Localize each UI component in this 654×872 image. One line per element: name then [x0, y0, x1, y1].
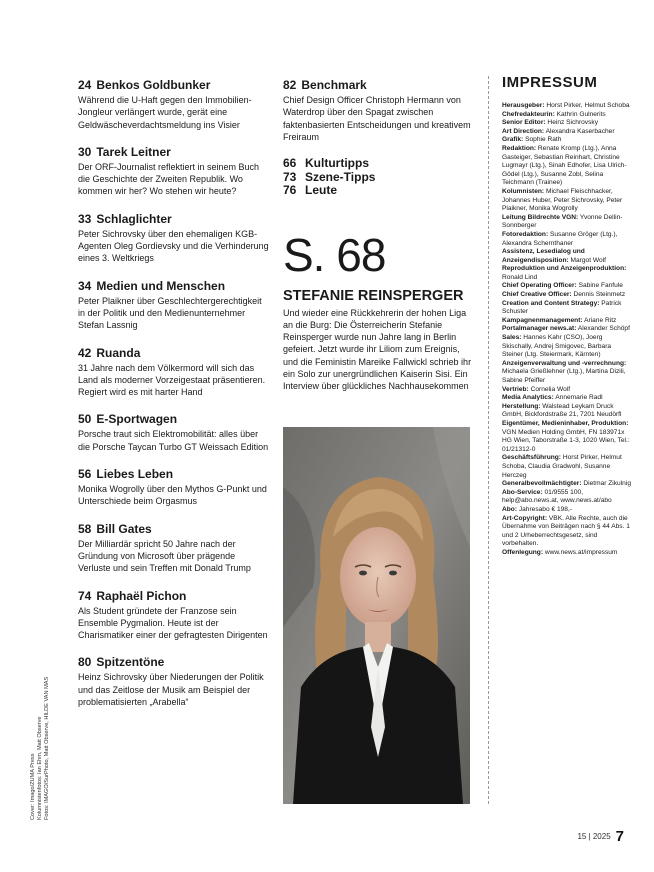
issue-number: 15 | 2025 [577, 832, 611, 841]
toc-title: Ruanda [96, 345, 141, 360]
toc-item[interactable] [78, 655, 270, 708]
toc-heading [78, 346, 270, 361]
toc-description: Peter Plaikner über Geschlechtergerechtigkeit in der Politik und den Medienunternehmer Stefan Lassnig [78, 295, 262, 331]
short-toc-list [283, 157, 473, 198]
impressum-value: Horst Pirker, Helmut Schoba, Claudia Gradwohl, Susanne Herczeg [502, 454, 622, 479]
impressum-value[interactable]: www.news.at/impressum [543, 548, 618, 556]
impressum-value: Sophie Rath [523, 136, 562, 144]
toc-heading [78, 467, 270, 482]
impressum-label: Senior Editor: [502, 119, 546, 127]
impressum-label: Geschäftsführung: [502, 454, 561, 462]
toc-title: Bill Gates [96, 521, 152, 536]
toc-item[interactable] [78, 346, 270, 399]
toc-title: E-Sportwagen [96, 412, 178, 427]
toc-heading [283, 78, 473, 93]
toc-item[interactable] [78, 279, 270, 332]
feature-title[interactable]: STEFANIE REINSPERGER [283, 287, 464, 304]
impressum-value: Hannes Kahr (CSO), Joerg Skischally, Andrej Smigovec, Barbara Steiner (Ltg. Steiermark, Kärnten) [502, 334, 612, 359]
impressum-label: Chief Creative Officer: [502, 291, 572, 299]
impressum-value: VBK. Alle Rechte, auch die Übernahme von Beiträgen nach § 44 Abs. 1 und 2 Urheberrechtsgesetz, sind vorbehalten. [502, 514, 630, 548]
toc-item[interactable] [78, 589, 270, 642]
impressum-value: Ariane Ritz [582, 316, 617, 324]
toc-title: Benkos Goldbunker [96, 78, 211, 92]
impressum-value: Renate Kromp (Ltg.), Anna Gasteiger, Sebastian Reinhart, Christine Lugmayr (Ltg.), Sinah Edhofer, Lisa Ulrich-Gödel (Ltg.), Susanne Zobl, Selina Teichmann (Trainee) [502, 144, 627, 187]
impressum-label: Vertrieb: [502, 385, 529, 393]
toc-title: Medien und Menschen [96, 278, 226, 293]
impressum-column [502, 74, 632, 557]
impressum-title: IMPRESSUM [502, 74, 598, 91]
toc-page-number: 58 [78, 521, 92, 536]
toc-description: Monika Wogrolly über den Mythos G-Punkt und Unterschiede beim Orgasmus [78, 484, 267, 507]
toc-description: Peter Sichrovsky über den ehemaligen KGB-Agenten Oleg Gordievsky und die Verhinderung eines 3. Weltkriegs [78, 228, 269, 264]
column-divider [488, 76, 489, 804]
toc-page-number: 42 [78, 345, 92, 360]
toc-page-number: 30 [78, 144, 92, 159]
impressum-label: Art-Copyright: [502, 514, 548, 522]
toc-description: 31 Jahre nach dem Völkermord will sich das Land als moderner Vorzeigestaat präsentieren. Regiert wird es mit harter Hand [78, 362, 266, 398]
impressum-label: Abo: [502, 505, 518, 513]
toc-page-number: 74 [78, 588, 92, 603]
toc-page-number: 24 [78, 78, 92, 92]
impressum-label: Leitung Bildrechte VGN: [502, 213, 579, 221]
impressum-value: Heinz Sichrovsky [545, 119, 598, 127]
impressum-value: Michael Fleischhacker, Johannes Huber, Peter Sichrovsky, Peter Plaikner, Monika Wogrolly [502, 187, 623, 213]
toc-title: Spitzentöne [96, 655, 165, 670]
impressum-label: Media Analytics: [502, 394, 554, 402]
toc-description: Der Milliardär spricht 50 Jahre nach der Gründung von Microsoft über prägende Verluste und sein Treffen mit Donald Trump [78, 538, 251, 574]
photo-credits [30, 670, 68, 820]
toc-middle-column [283, 78, 473, 392]
toc-page-number: 73 [283, 169, 297, 184]
toc-page-number: 50 [78, 412, 92, 427]
toc-description: Der ORF-Journalist reflektiert in seinem Buch die Geschichte der Zweiten Republik. Wo kommen wir her? Wo stehen wir heute? [78, 161, 260, 197]
impressum-label: Fotoredaktion: [502, 230, 549, 238]
toc-item[interactable] [78, 212, 270, 265]
impressum-label: Assistenz, Lesedialog und Anzeigendisposition: [502, 248, 585, 264]
impressum-value: 01/9555 100, help@abo.news.at, www.news.at/abo [502, 488, 612, 505]
credit-line: Kolumnistenfotos: Ian Ehm, Matt Observe [37, 716, 44, 820]
impressum-label: Grafik: [502, 136, 524, 144]
toc-page-number: 34 [78, 278, 92, 293]
impressum-value: Margot Wolf [568, 256, 606, 264]
toc-title: Tarek Leitner [96, 144, 171, 159]
toc-item[interactable] [78, 145, 270, 198]
toc-description: Während die U-Haft gegen den Immobilien-Jongleur verlängert wurde, gerät eine Geldwäscheverdachtsmeldung ins Visier [78, 95, 252, 130]
impressum-value: Dietmar Zikulnig [581, 480, 631, 488]
toc-heading [78, 522, 270, 537]
impressum-value: Alexandra Kaserbacher [544, 127, 615, 135]
impressum-value: Annemarie Radl [553, 394, 603, 402]
toc-title: Kulturtipps [305, 156, 369, 171]
impressum-value: Yvonne Dellin-Sonnberger [502, 213, 623, 230]
toc-page-number: 76 [283, 183, 297, 198]
toc-title: Schlaglichter [96, 211, 172, 226]
toc-description: Heinz Sichrovsky über Niederungen der Politik und das Zeitlose der Musik am Beispiel der problematisierten „Arabella“ [78, 672, 264, 708]
toc-heading [78, 412, 270, 427]
toc-heading [78, 279, 270, 294]
page-folio [577, 828, 624, 845]
toc-heading [78, 589, 270, 604]
impressum-value: Patrick Schuster [502, 299, 622, 316]
toc-title: Leute [305, 183, 338, 198]
impressum-label: Chefredakteurin: [502, 110, 555, 118]
toc-page-number: 56 [78, 467, 92, 482]
toc-description: Chief Design Officer Christoph Hermann von Waterdrop über den Spagat zwischen faktenbasierten Entscheidungen und kreativem Freiraum [283, 95, 471, 142]
toc-item[interactable] [78, 78, 270, 131]
impressum-label: Herausgeber: [502, 102, 545, 109]
credit-line: Cover: Imago/ZUMA Press [30, 753, 36, 820]
impressum-value: Susanne Gröger (Ltg.), Alexandra Schernthaner [502, 230, 618, 247]
impressum-label: Eigentümer, Medieninhaber, Produktion: [502, 419, 629, 427]
impressum-value: Ronald Lind [502, 273, 538, 281]
impressum-label: Anzeigenverwaltung und -verrechnung: [502, 359, 627, 367]
impressum-value: Walstead Leykam Druck GmbH, Bickfordstraße 21, 7201 Neudörfl [502, 402, 622, 419]
impressum-label: Generalbevollmächtigter: [502, 480, 582, 488]
impressum-value: VGN Medien Holding GmbH, FN 183971x HG Wien, Taborstraße 1-3, 1020 Wien, Tel.: 01/21312-0 [502, 428, 630, 453]
impressum-label: Reproduktion und Anzeigenproduktion: [502, 265, 627, 273]
impressum-value: Jahresabo € 198,- [517, 505, 573, 513]
toc-description: Als Student gründete der Franzose sein Ensemble Pygmalion. Heute ist der Charismatiker einer der gefragtesten Dirigenten [78, 605, 268, 641]
toc-page-number: 80 [78, 655, 92, 670]
toc-item[interactable] [78, 522, 270, 575]
impressum-value: Dennis Steinmetz [571, 291, 626, 299]
feature-description: Und wieder eine Rückkehrerin der hohen Liga an die Burg: Die Österreicherin Stefanie Reinsperger wurde nun Jahre lang in Berlin gefeiert. Jetzt wurde ihr Liliom zum Ereignis, und die Feministin Mareike Fallwickl schrieb ihr ein Solo zur unergründlichen Kaiserin Sisi. Ein Interview über glückliches Nachhausekommen [283, 307, 472, 391]
impressum-label: Kampagnenmanagement: [502, 316, 583, 324]
feature-portrait-photo [283, 427, 470, 804]
toc-page-number: 82 [283, 78, 297, 92]
toc-heading [78, 145, 270, 160]
impressum-label: Redaktion: [502, 144, 537, 152]
impressum-value: Michaela Grießlehner (Ltg.), Martina Dizili, Sabine Pfeiffer [502, 368, 626, 384]
toc-title: Szene-Tipps [305, 169, 376, 184]
toc-page-number: 66 [283, 156, 297, 171]
impressum-label: Herstellung: [502, 402, 541, 410]
impressum-value: Horst Pirker, Helmut Schoba [544, 102, 630, 109]
toc-page-number: 33 [78, 211, 92, 226]
impressum-value: Alexander Schöpf [576, 325, 630, 333]
short-toc-item[interactable] [283, 157, 473, 171]
impressum-value: Kathrin Gulnerits [554, 110, 606, 118]
short-toc-item[interactable] [283, 171, 473, 185]
toc-heading [78, 655, 270, 670]
impressum-label: Abo-Service: [502, 488, 543, 496]
page-number: 7 [615, 828, 624, 845]
toc-left-column [78, 78, 270, 722]
toc-description: Porsche traut sich Elektromobilität: alles über die Porsche Taycan Turbo GT Weissach Edition [78, 429, 269, 452]
impressum-value: Cornelia Wolf [528, 385, 571, 393]
impressum-label: Kolumnisten: [502, 187, 545, 195]
toc-item[interactable] [78, 412, 270, 453]
impressum-label: Sales: [502, 334, 522, 342]
impressum-label: Portalmanager news.at: [502, 325, 577, 333]
short-toc-item[interactable] [283, 184, 473, 198]
toc-heading [78, 78, 270, 93]
toc-title: Benchmark [301, 78, 367, 92]
credit-line: Fotos: IMAGO/SurPhoto, Matt Observe, HILDE VAN MAS [44, 676, 51, 820]
toc-item[interactable] [283, 78, 473, 143]
impressum-label: Chief Operating Officer: [502, 282, 577, 290]
impressum-label: Creation and Content Strategy: [502, 299, 600, 307]
impressum-label: Art Direction: [502, 127, 545, 135]
toc-item[interactable] [78, 467, 270, 508]
toc-title: Liebes Leben [96, 467, 174, 482]
feature-page-number: S. 68 [283, 228, 386, 281]
impressum-text [502, 102, 632, 557]
toc-heading [78, 212, 270, 227]
toc-title: Raphaël Pichon [96, 588, 187, 603]
impressum-label: Offenlegung: [502, 548, 544, 556]
impressum-value: Sabine Fanfule [576, 282, 623, 290]
